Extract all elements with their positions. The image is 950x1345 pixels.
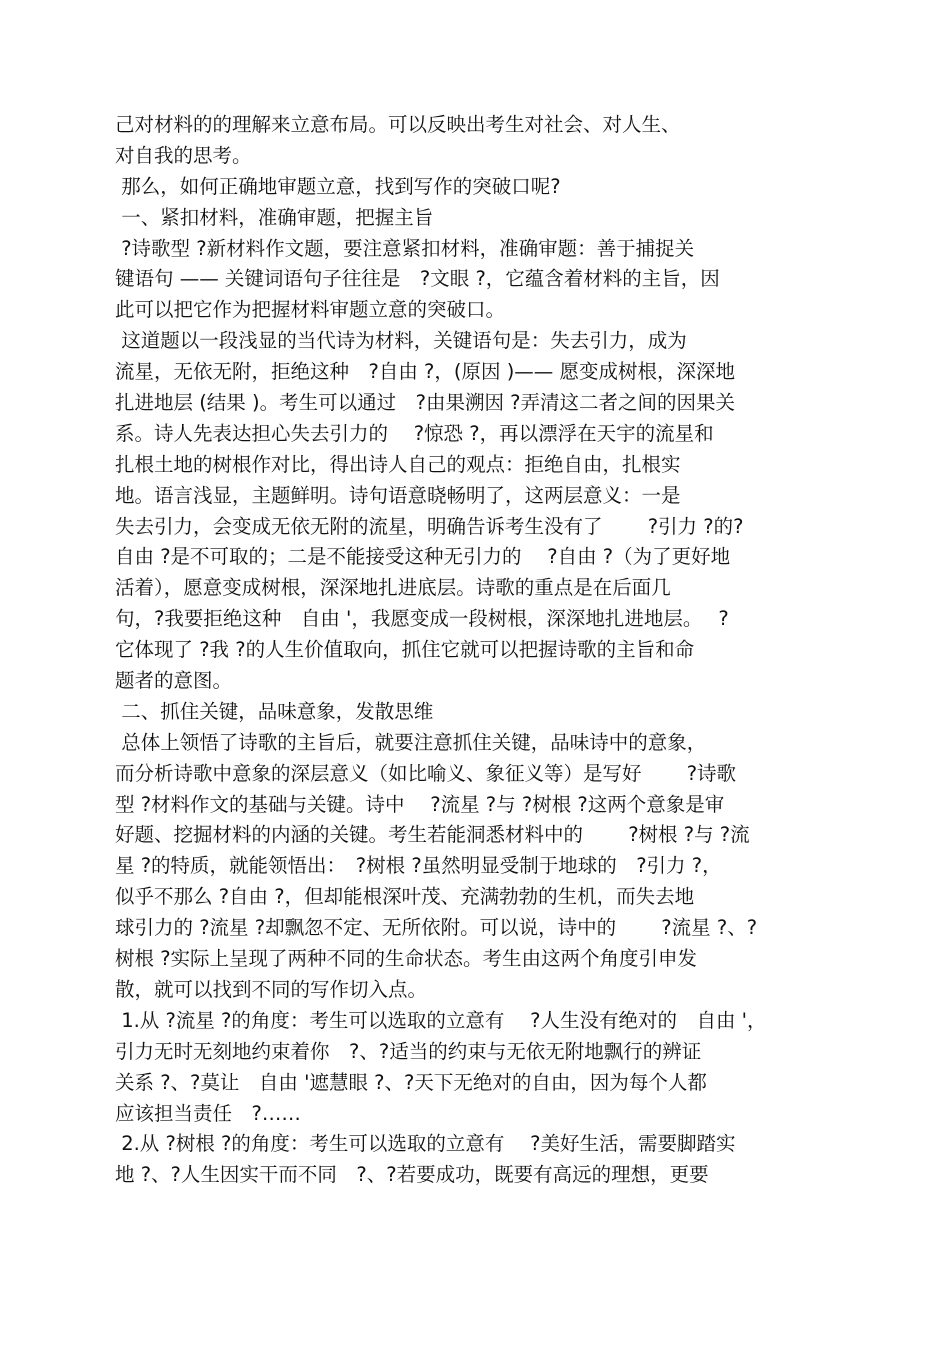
text-line: 此可以把它作为把握材料审题立意的突破口。	[115, 298, 506, 322]
text-line: 己对材料的的理解来立意布局。可以反映出考生对社会、对人生、	[115, 113, 681, 136]
text-line: 失去引力，会变成无依无附的流星，明确告诉考生没有了 ?引力 ?的?	[115, 514, 744, 538]
text-line: 扎根土地的树根作对比，得出诗人自己的观点：拒绝自由，扎根实	[115, 452, 681, 476]
document-body	[115, 110, 915, 1191]
text-line: 型 ?材料作文的基础与关键。诗中 ?流星 ?与 ?树根 ?这两个意象是审	[115, 792, 725, 816]
text-line: 系。诗人先表达担心失去引力的 ?惊恐 ?，再以漂浮在天宇的流星和	[115, 421, 714, 445]
text-line: 活着），愿意变成树根，深深地扎进底层。诗歌的重点是在后面几	[115, 576, 671, 600]
text-line: 总体上领悟了诗歌的主旨后，就要注意抓住关键，品味诗中的意象，	[115, 730, 707, 754]
text-line: 扎进地层 (结果 )。考生可以通过 ?由果溯因 ?弄清这二者之间的因果关	[115, 391, 736, 415]
text-line: 流星，无依无附，拒绝这种 ?自由 ?，(原因 )—— 愿变成树根，深深地	[115, 360, 736, 384]
text-line: 星 ?的特质，就能领悟出： ?树根 ?虽然明显受制于地球的 ?引力 ?，	[115, 854, 722, 878]
text-line: ?诗歌型 ?新材料作文题，要注意紧扣材料，准确审题：善于捕捉关	[115, 236, 695, 260]
text-line: 自由 ?是不可取的；二是不能接受这种无引力的 ?自由 ?（为了更好地	[115, 545, 731, 569]
text-line: 引力无时无刻地约束着你 ?、?适当的约束与无依无附地飘行的辨证	[115, 1039, 702, 1063]
text-line: 关系 ?、?莫让 自由 '遮慧眼 ?、?天下无绝对的自由，因为每个人都	[115, 1070, 707, 1094]
text-line: 树根 ?实际上呈现了两种不同的生命状态。考生由这两个角度引申发	[115, 947, 698, 971]
text-line: 似乎不那么 ?自由 ?，但却能根深叶茂、充满勃勃的生机，而失去地	[115, 885, 695, 909]
text-line: 题者的意图。	[115, 669, 233, 693]
text-line: 这道题以一段浅显的当代诗为材料，关键语句是：失去引力，成为	[115, 329, 687, 353]
text-line: 散，就可以找到不同的写作切入点。	[115, 977, 428, 1001]
text-line: 键语句 —— 关键词语句子往往是 ?文眼 ?，它蕴含着材料的主旨，因	[115, 267, 720, 291]
text-line: 而分析诗歌中意象的深层意义（如比喻义、象征义等）是写好 ?诗歌	[115, 761, 737, 785]
text-line: 地。语言浅显，主题鲜明。诗句语意晓畅明了，这两层意义：一是	[115, 483, 681, 507]
text-line: 球引力的 ?流星 ?却飘忽不定、无所依附。可以说，诗中的 ?流星 ?、?	[115, 916, 758, 940]
section-heading: 二、抓住关键，品味意象，发散思维	[115, 699, 434, 723]
section-heading: 一、紧扣材料，准确审题，把握主旨	[115, 205, 434, 229]
text-line: 应该担当责任 ?……	[115, 1101, 301, 1125]
text-line: 对自我的思考。	[115, 143, 252, 167]
text-line: 好题、挖掘材料的内涵的关键。考生若能洞悉材料中的 ?树根 ?与 ?流	[115, 823, 750, 847]
text-line: 那么，如何正确地审题立意，找到写作的突破口呢?	[115, 174, 561, 198]
list-item: 1.从 ?流星 ?的角度：考生可以选取的立意有 ?人生没有绝对的 自由 '，	[115, 1008, 767, 1032]
text-line: 句，?我要拒绝这种 自由 '，我愿变成一段树根，深深地扎进地层。 ?	[115, 607, 729, 631]
text-line: 地 ?、?人生因实干而不同 ?、?若要成功，既要有高远的理想，更要	[115, 1163, 709, 1187]
list-item: 2.从 ?树根 ?的角度：考生可以选取的立意有 ?美好生活，需要脚踏实	[115, 1132, 736, 1156]
text-line: 它体现了 ?我 ?的人生价值取向，抓住它就可以把握诗歌的主旨和命	[115, 638, 695, 662]
